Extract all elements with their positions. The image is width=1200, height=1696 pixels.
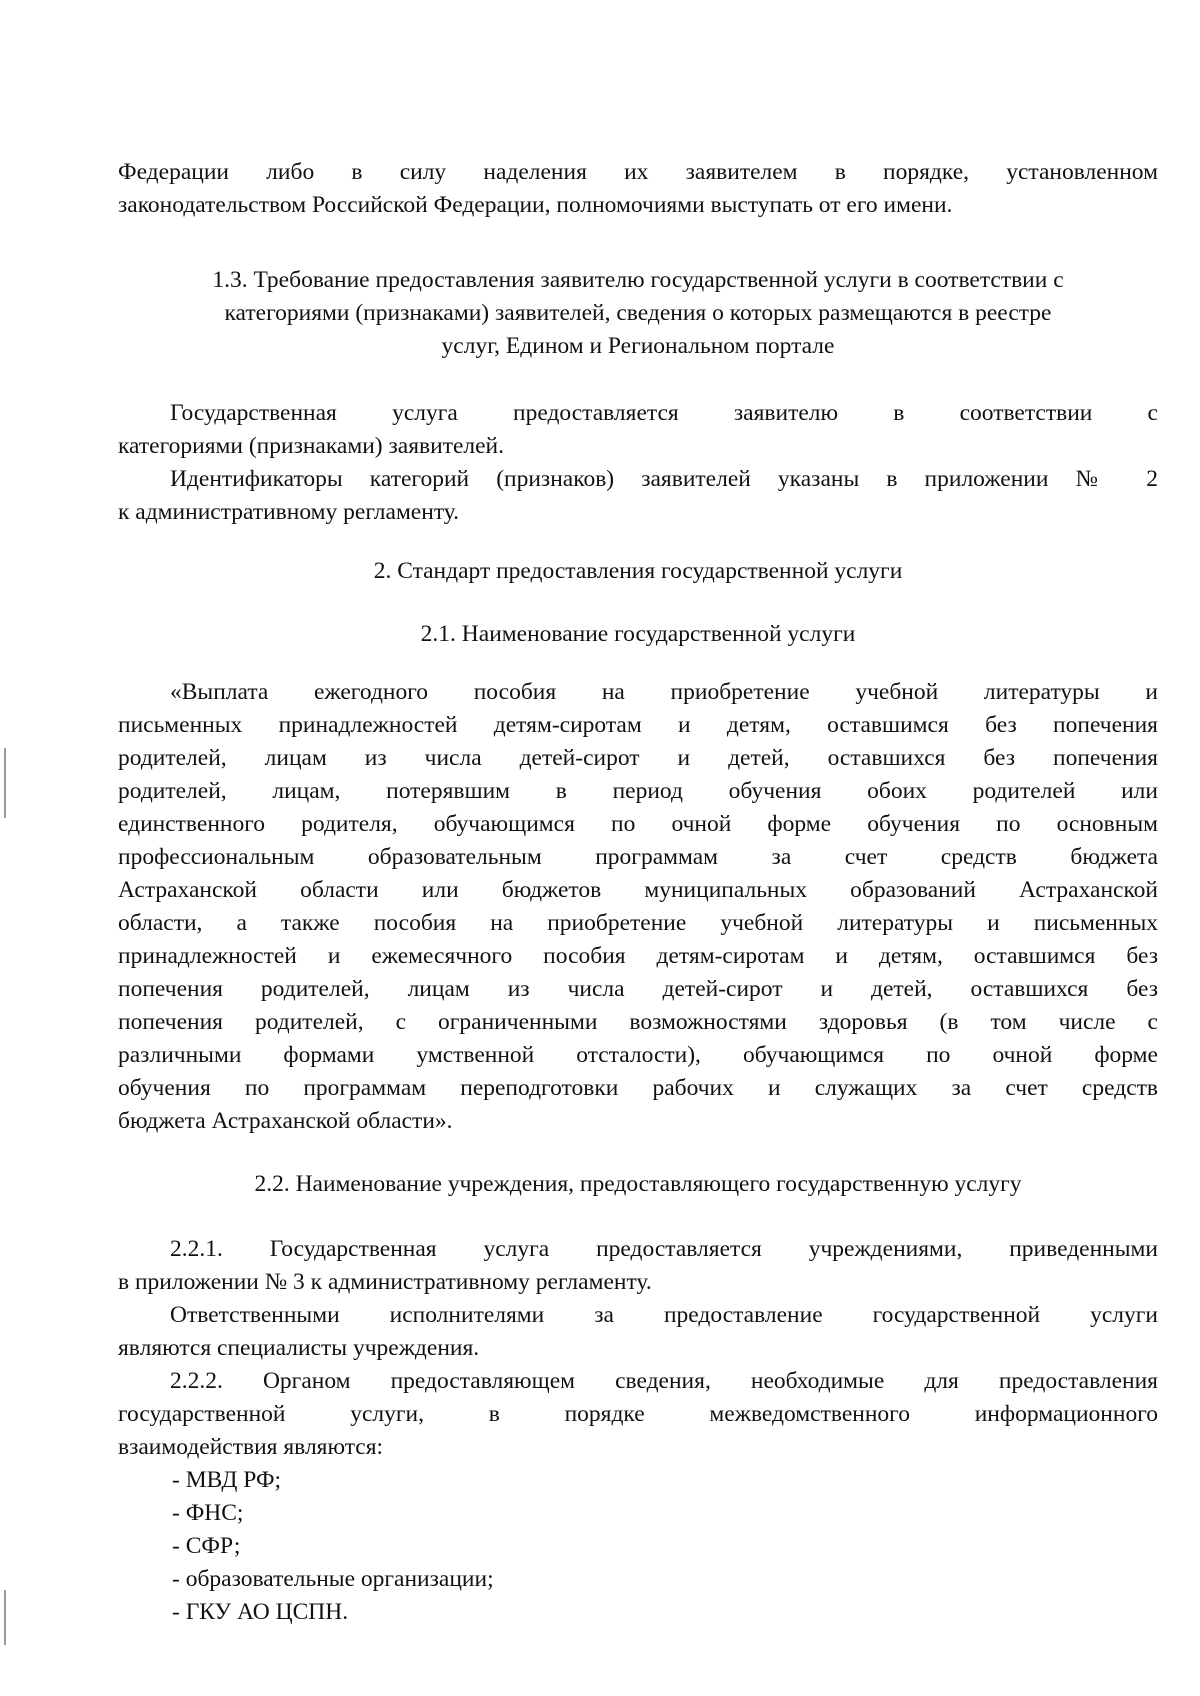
- text-line: единственного родителя, обучающимся по очной форме обучения по основным: [118, 811, 1158, 837]
- text-line: 2.2.1. Государственная услуга предоставляется учреждениями, приведенными: [170, 1236, 1158, 1262]
- paragraph-1-3-service: [118, 397, 1158, 463]
- paragraph-2-2-1: [118, 1233, 1158, 1299]
- heading-line: услуг, Едином и Региональном портале: [441, 333, 835, 359]
- heading-line: 2.1. Наименование государственной услуги: [420, 621, 856, 647]
- text-line: Астраханской области или бюджетов муниципальных образований Астраханской: [118, 877, 1158, 903]
- text-line: письменных принадлежностей детям-сиротам и детям, оставшимся без попечения: [118, 712, 1158, 738]
- list-item: - СФР;: [172, 1533, 241, 1559]
- text-line: являются специалисты учреждения.: [118, 1335, 480, 1361]
- text-line: профессиональным образовательным программам за счет средств бюджета: [118, 844, 1158, 870]
- heading-line: 1.3. Требование предоставления заявителю государственной услуги в соответствии с: [212, 267, 1064, 293]
- text-line: Идентификаторы категорий (признаков) заявителей указаны в приложении № 2: [170, 466, 1158, 492]
- list-item: - ГКУ АО ЦСПН.: [172, 1599, 349, 1625]
- text-line: законодательством Российской Федерации, полномочиями выступать от его имени.: [118, 192, 953, 218]
- text-line: 2.2.2. Органом предоставляющем сведения, необходимые для предоставления: [170, 1368, 1158, 1394]
- scan-edge-mark: [4, 748, 6, 818]
- section-heading-2-1: [118, 618, 1158, 651]
- text-line: попечения родителей, лицам из числа детей-сирот и детей, оставшихся без: [118, 976, 1158, 1002]
- section-heading-2: [118, 555, 1158, 588]
- text-line: принадлежностей и ежемесячного пособия детям-сиротам и детям, оставшимся без: [118, 943, 1158, 969]
- list-item: - ФНС;: [172, 1500, 244, 1526]
- heading-line: 2.2. Наименование учреждения, предоставляющего государственную услугу: [254, 1171, 1022, 1197]
- paragraph-responsible: [118, 1299, 1158, 1365]
- list-item: - МВД РФ;: [172, 1467, 282, 1493]
- list-item: - образовательные организации;: [172, 1566, 494, 1592]
- text-line: государственной услуги, в порядке межведомственного информационного: [118, 1401, 1158, 1427]
- text-line: Государственная услуга предоставляется заявителю в соответствии с: [170, 400, 1158, 426]
- text-line: родителей, лицам из числа детей-сирот и детей, оставшихся без попечения: [118, 745, 1158, 771]
- text-line: попечения родителей, с ограниченными возможностями здоровья (в том числе с: [118, 1009, 1158, 1035]
- paragraph-2-2-2: [118, 1365, 1158, 1464]
- paragraph-1-3-identifiers: [118, 463, 1158, 529]
- text-line: категориями (признаками) заявителей.: [118, 433, 505, 459]
- text-line: бюджета Астраханской области».: [118, 1108, 453, 1134]
- text-line: родителей, лицам, потерявшим в период обучения обоих родителей или: [118, 778, 1158, 804]
- text-line: обучения по программам переподготовки рабочих и служащих за счет средств: [118, 1075, 1158, 1101]
- text-line: Федерации либо в силу наделения их заявителем в порядке, установленном: [118, 159, 1158, 185]
- text-line: «Выплата ежегодного пособия на приобретение учебной литературы и: [170, 679, 1158, 705]
- text-line: области, а также пособия на приобретение учебной литературы и письменных: [118, 910, 1158, 936]
- scan-edge-mark: [4, 1590, 6, 1645]
- paragraph-2-1-service-name: [118, 676, 1158, 1138]
- text-line: Ответственными исполнителями за предоставление государственной услуги: [170, 1302, 1158, 1328]
- text-line: взаимодействия являются:: [118, 1434, 384, 1460]
- heading-line: категориями (признаками) заявителей, сведения о которых размещаются в реестре: [224, 300, 1052, 326]
- intro-paragraph: [118, 156, 1158, 222]
- text-line: к административному регламенту.: [118, 499, 460, 525]
- text-line: в приложении № 3 к административному регламенту.: [118, 1269, 652, 1295]
- heading-line: 2. Стандарт предоставления государственной услуги: [373, 558, 903, 584]
- section-heading-1-3: [118, 264, 1158, 363]
- text-line: различными формами умственной отсталости), обучающимся по очной форме: [118, 1042, 1158, 1068]
- section-heading-2-2: [118, 1168, 1158, 1201]
